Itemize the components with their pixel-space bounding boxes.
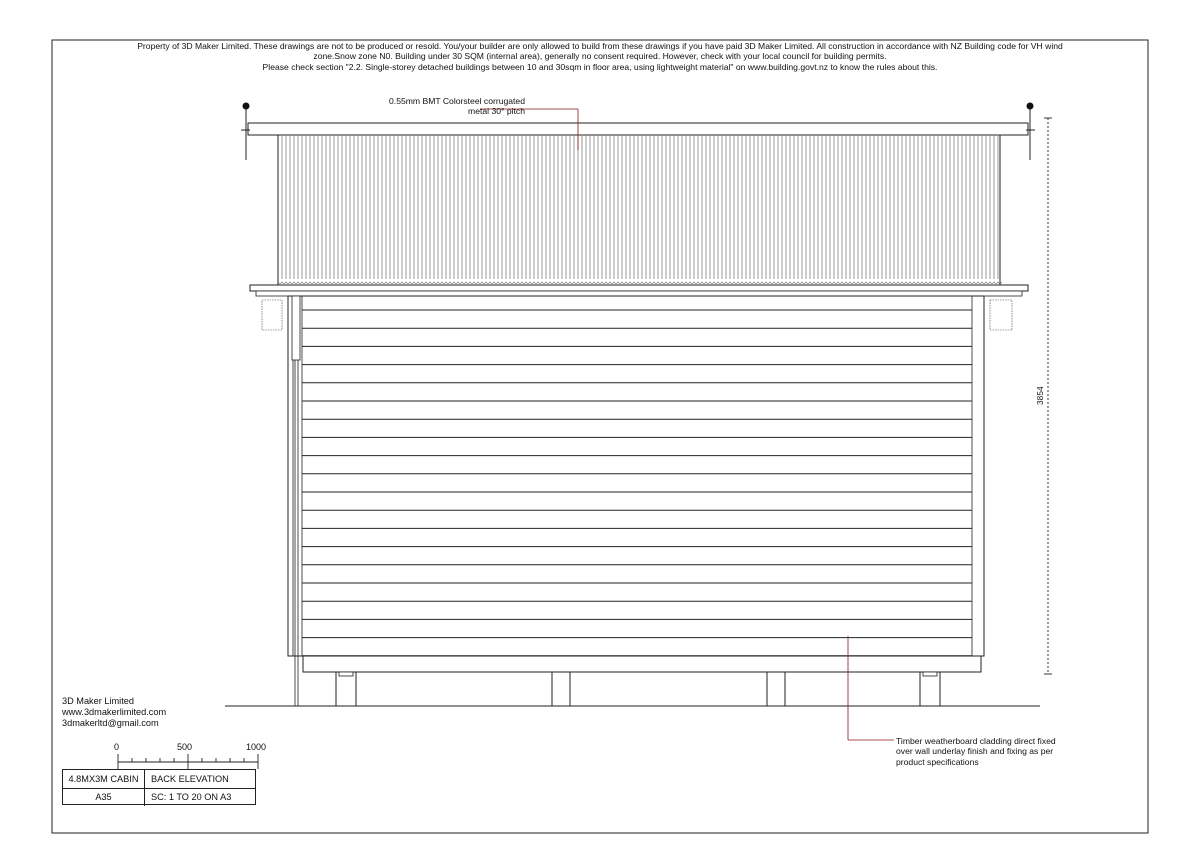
company-name: 3D Maker Limited [62, 696, 134, 706]
legal-note-line-2: zone.Snow zone N0. Building under 30 SQM (internal area), generally no consent required. However, check with your local council for building permits. [313, 51, 887, 62]
title-block-row-1 [63, 770, 255, 789]
finial-left [243, 103, 250, 110]
scale-label-1000: 1000 [246, 742, 267, 752]
height-dimension-label: 3854 [1035, 386, 1045, 405]
scale-label-500: 500 [177, 742, 193, 752]
roof-callout-line-2: metal 30° pitch [468, 106, 525, 117]
company-email: 3dmakerltd@gmail.com [62, 718, 159, 729]
roof-callout-line-1: 0.55mm BMT Colorsteel corrugated [389, 96, 525, 106]
project-name: 4.8MX3M CABIN [63, 770, 145, 788]
sheet-number: A35 [63, 788, 145, 806]
wall-callout [896, 736, 1056, 767]
scale-label-0: 0 [114, 742, 120, 752]
title-block [62, 769, 256, 805]
wall [288, 296, 984, 706]
title-block-row-2 [63, 788, 255, 806]
downpipe [292, 296, 300, 360]
view-name: BACK ELEVATION [151, 774, 229, 784]
wall-callout-line-3: product specifications [896, 756, 979, 767]
finial-right [1027, 103, 1034, 110]
subframe [303, 656, 981, 706]
company-website: www.3dmakerlimited.com [62, 707, 167, 718]
wall-callout-line-2: over wall underlay finish and fixing as per [896, 746, 1054, 757]
drawing-scale: SC: 1 TO 20 ON A3 [151, 792, 232, 802]
legal-notes [52, 41, 1148, 72]
legal-note-line-1: Property of 3D Maker Limited. These drawings are not to be produced or resold. You/your builder are only allowed to build from these drawings if you have paid 3D Maker Limited. All construction in accordance with NZ Building code for VH wind [137, 41, 1063, 51]
wall-callout-line-1: Timber weatherboard cladding direct fixed [896, 736, 1056, 746]
height-dimension-line [1044, 118, 1052, 674]
roof-callout [320, 96, 525, 117]
company-info [62, 696, 166, 730]
scale-bar [118, 754, 258, 769]
legal-note-line-3: Please check section "2.2. Single-storey detached buildings between 10 and 30sqm in floor area, using lightweight material" on www.building.govt.nz to know the rules about this. [262, 61, 938, 72]
